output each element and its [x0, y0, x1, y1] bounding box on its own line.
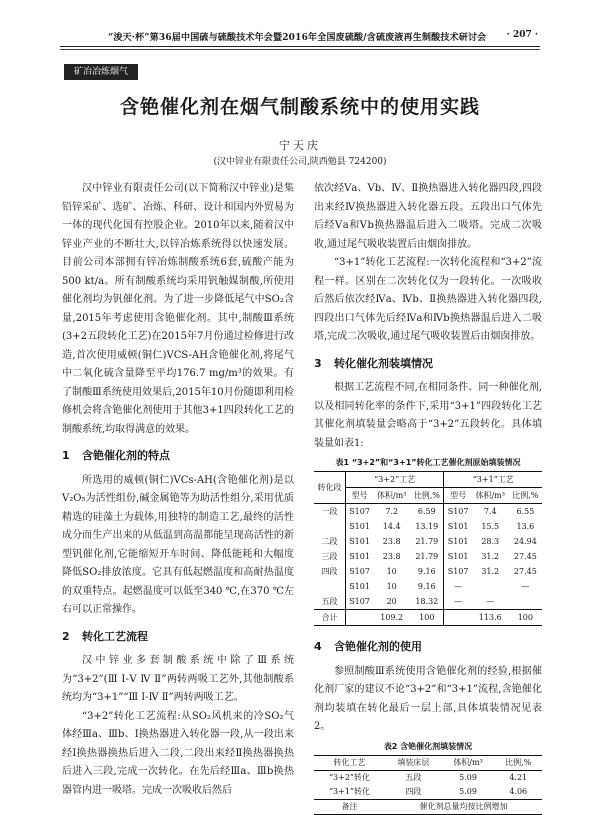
t1-cell-model-31: S101	[447, 552, 469, 561]
section-tag: 矿冶冶炼烟气	[64, 64, 138, 80]
t1-cell-volume-31: 7.4	[483, 507, 497, 516]
t1-cell-ratio-31	[509, 594, 542, 610]
t2-cell-process: “3+2”转化	[328, 772, 371, 782]
running-header	[0, 28, 600, 46]
t1-cell-ratio-32: 6.59	[410, 504, 444, 520]
t1-cell-ratio-32: 9.16	[410, 564, 444, 579]
table-row	[314, 579, 542, 594]
t1-cell-volume-31: 31.2	[481, 567, 500, 576]
t1-cell-model-31: S101	[447, 522, 469, 531]
section-1-heading	[62, 447, 294, 466]
header-text: “浚天·杯”第36届中国硫与硫酸技术年会暨2016年全国废硫酸/含硫废液再生制酸技术研讨会	[108, 33, 487, 43]
t2-head-ratio: 比例,%	[494, 755, 542, 770]
t1-sub-ratio-31: 比例,%	[509, 488, 542, 504]
t1-sub-volume-32: 体积/m³	[373, 488, 410, 504]
section-3-title: 转化催化剂装填情况	[334, 356, 433, 370]
t1-cell-stage: 二段	[314, 534, 345, 549]
t1-cell-model-31: S101	[447, 537, 469, 546]
t1-total-label: 合计	[314, 610, 345, 626]
t2-note-text: 催化剂总量均按比例增加	[385, 799, 542, 814]
t1-cell-volume-32: 10	[386, 582, 397, 591]
t2-cell-ratio: 4.06	[509, 786, 528, 796]
t1-head-group-31: “3+1”工艺	[444, 472, 542, 488]
section-3-heading	[314, 355, 542, 374]
t1-sub-ratio-32: 比例,%	[410, 488, 444, 504]
t1-cell-model-31: —	[454, 582, 463, 591]
table-row	[314, 770, 542, 785]
t1-cell-ratio-32: 21.79	[410, 534, 444, 549]
t1-total-ratio-32: 100	[410, 610, 444, 626]
section-4-title: 含铯催化剂的使用	[334, 640, 422, 653]
section-2-heading	[62, 628, 294, 647]
t1-cell-model-32: S101	[349, 552, 370, 561]
table-row	[314, 594, 542, 610]
t1-cell-volume-32: 14.4	[382, 522, 401, 531]
t2-cell-bed: 五段	[405, 772, 422, 782]
page-number: · 207 ·	[506, 30, 538, 40]
t2-cell-ratio: 4.21	[509, 772, 528, 782]
t1-cell-volume-31: 15.5	[481, 522, 500, 531]
t1-cell-volume-32: 10	[386, 567, 397, 576]
t2-head-volume: 体积/m³	[442, 755, 495, 770]
t1-cell-stage: 五段	[314, 594, 345, 610]
section-3-paragraph: 根据工艺流程不同,在相同条件、同一种催化剂,以及相同转化率的条件下,采用“3+1”四段转化工艺其催化剂填装量会略高于“3+2”五段转化。具体填装量如表1:	[314, 382, 542, 449]
t1-cell-stage: 三段	[314, 549, 345, 564]
t1-cell-model-31: S107	[447, 507, 469, 516]
t1-sub-model-32: 型号	[345, 488, 373, 504]
author: 宁天庆	[279, 139, 321, 152]
t1-total-ratio-31: 100	[509, 610, 542, 626]
t1-cell-volume-31: —	[486, 597, 495, 606]
table-row	[314, 564, 542, 579]
t1-cell-model-32: S107	[349, 597, 370, 606]
table-1	[314, 471, 542, 626]
t2-cell-bed: 四段	[405, 786, 422, 796]
table-2-caption: 表2 含铯催化剂填装情况	[383, 741, 473, 751]
table-row	[314, 504, 542, 520]
table-row	[314, 534, 542, 549]
t2-note-label: 备注	[314, 799, 385, 814]
t1-cell-ratio-31: 6.55	[516, 507, 535, 516]
t1-cell-ratio-31: 13.6	[516, 522, 535, 531]
section-4-heading	[314, 638, 542, 657]
t1-cell-volume-32: 7.2	[385, 507, 399, 516]
t2-cell-volume: 5.09	[459, 786, 477, 796]
table-row	[314, 785, 542, 800]
t1-cell-ratio-32: 13.19	[410, 519, 444, 534]
left-column	[62, 180, 294, 800]
t1-cell-volume-32: 23.8	[382, 537, 401, 546]
section-2-number: 2	[62, 629, 70, 643]
affiliation: (汉中锌业有限责任公司,陕西勉县 724200)	[213, 157, 387, 167]
table-row	[314, 519, 542, 534]
t1-cell-volume-31	[472, 579, 509, 594]
right-column	[314, 180, 542, 815]
section-2-paragraph-3: 依次经Ⅴa、Ⅴb、Ⅳ、Ⅱ换热器进入转化器四段,四段出来经Ⅳ换热器进入转化器五段。五段出口气体先后经Ⅴa和Ⅴb换热器温后进入二吸塔。完成二次吸收,通过尾气吸收装置后由烟囱排放。	[314, 183, 542, 250]
t1-cell-model-31: S107	[447, 567, 469, 576]
table-note-row	[314, 799, 542, 814]
t1-cell-stage	[314, 519, 345, 534]
section-3-number: 3	[314, 356, 322, 370]
table-1-caption: 表1 “3+2”和“3+1”转化工艺催化剂原始填装情况	[335, 458, 521, 467]
t1-cell-model-32: S101	[349, 537, 370, 546]
section-4-paragraph: 参照制酸Ⅲ系统使用含铯催化剂的经验,根据催化剂厂家的建议不论“3+2”和“3+1”流程,含铯催化剂均装填在转化最后一层上部,具体填装情况见表2。	[314, 665, 542, 732]
t1-cell-volume-31: 31.2	[481, 552, 500, 561]
t1-head-stage: 转化段	[314, 472, 345, 504]
t1-total-volume-32: 109.2	[373, 610, 410, 626]
section-1-paragraph: 所选用的威顿(铜仁)VCs-AH(含铯催化剂)是以V₂O₅为活性组份,碱金属铯等为助活性组分,采用优质精选的硅藻土为载体,用独特的制造工艺,最终的活性成分而生产出来的从低温到高温都能呈现高活性的新型钒催化剂,它能缩短开车时间、降低能耗和大幅度降低SO₂排放浓度。它具有低起燃温度和高耐热温度的双重特点。起燃温度可以低至340 ℃,在370 ℃左右可以正常操作。	[62, 474, 294, 615]
t1-head-group-32: “3+2”工艺	[345, 472, 444, 488]
t1-cell-ratio-31: 24.94	[513, 537, 537, 546]
t1-cell-ratio-32: 21.79	[410, 549, 444, 564]
section-2-paragraph-4: “3+1”转化工艺流程:一次转化流程和“3+2”流程一样。区别在二次转化仅为一段转化。一次吸收后然后依次经Ⅳa、Ⅳb、Ⅱ换热器进入转化器四段,四段出口气体先后经Ⅳa和Ⅳb换热器温后进入二吸塔,完成二次吸收,通过尾气吸收装置后由烟囱排放。	[314, 257, 542, 342]
section-4-number: 4	[314, 640, 322, 653]
section-1-title: 含铯催化剂的特点	[82, 449, 170, 462]
t1-cell-stage: 一段	[314, 504, 345, 520]
header-rule-thin	[60, 49, 540, 50]
t1-cell-volume-31: 28.3	[481, 537, 500, 546]
paper-title: 含铯催化剂在烟气制酸系统中的使用实践	[119, 96, 480, 118]
t1-cell-ratio-31: 27.45	[513, 567, 537, 576]
section-2-paragraph-2: “3+2”转化工艺流程:从SO₂风机来的冷SO₂气体经Ⅲa、Ⅲb、Ⅰ换热器进入转化器一段,从一段出来经Ⅰ换热器换热后进入二段,二段出来经Ⅱ换热器换热后进入三段,完成一次转化。在先后经Ⅲa、Ⅲb换热器管内进一吸塔。完成一次吸收后然后	[62, 710, 294, 796]
section-1-number: 1	[62, 449, 70, 462]
t2-cell-volume: 5.09	[459, 772, 477, 782]
table-total-row	[314, 610, 542, 626]
header-rule	[60, 46, 540, 47]
t1-cell-ratio-32: 9.16	[410, 579, 444, 594]
t1-total-volume-31: 113.6	[472, 610, 509, 626]
t1-cell-model-31: —	[454, 597, 463, 606]
t1-cell-volume-32: 20	[386, 597, 397, 606]
t2-cell-process: “3+1”转化	[328, 786, 371, 796]
t1-cell-stage	[314, 579, 345, 594]
t1-cell-model-32: S101	[349, 522, 370, 531]
t1-cell-ratio-32: 18.32	[410, 594, 444, 610]
t1-cell-model-32: S107	[349, 567, 370, 576]
table-row	[314, 549, 542, 564]
intro-paragraph: 汉中锌业有限责任公司(以下简称汉中锌业)是集铅锌采矿、选矿、冶炼、科研、设计和国内外贸易为一体的现代化国有控股企业。2010年以来,随着汉中锌业产业的不断壮大,以锌冶炼系统得以快速发展。目前公司本部拥有锌冶炼制酸系统6套,硫酸产能为500 kt/a。所有制酸系统均采用钒触媒制酸,所使用催化剂均为钒催化剂。为了进一步降低尾气中SO₂含量,2015年考虑使用含铯催化剂。其中,制酸Ⅲ系统(3+2五段转化工艺)在2015年7月份通过检修进行改造,首次使用威顿(铜仁)VCS-AH含铯催化剂,将尾气中二氧化硫含量降至平均176.7 mg/m³的效果。有了制酸Ⅲ系统使用效果后,2015年10月份随即利用检修机会将含铯催化剂使用于其他3+1四段转化工艺的制酸系统,均取得满意的效果。	[62, 183, 294, 435]
t1-cell-ratio-31: —	[521, 582, 530, 591]
t1-sub-volume-31: 体积/m³	[472, 488, 509, 504]
section-2-paragraph-1: 汉中锌业多套制酸系统中除了Ⅲ系统为“3+2”(Ⅲ Ⅰ-Ⅴ Ⅳ Ⅱ”两转两吸工艺外,其他制酸系统均为“3+1”“Ⅲ Ⅰ-Ⅳ Ⅱ”两转两吸工艺。	[62, 655, 294, 703]
section-2-title: 转化工艺流程	[82, 629, 148, 643]
t1-cell-volume-32: 23.8	[382, 552, 401, 561]
table-2	[314, 755, 542, 815]
t2-head-process: 转化工艺	[314, 755, 385, 770]
t1-sub-model-31: 型号	[444, 488, 472, 504]
t1-cell-model-32: S101	[349, 582, 370, 591]
t2-head-bed: 填装床层	[385, 755, 442, 770]
t1-cell-stage: 四段	[314, 564, 345, 579]
t1-cell-ratio-31: 27.45	[513, 552, 537, 561]
t1-cell-model-32: S107	[349, 507, 370, 516]
